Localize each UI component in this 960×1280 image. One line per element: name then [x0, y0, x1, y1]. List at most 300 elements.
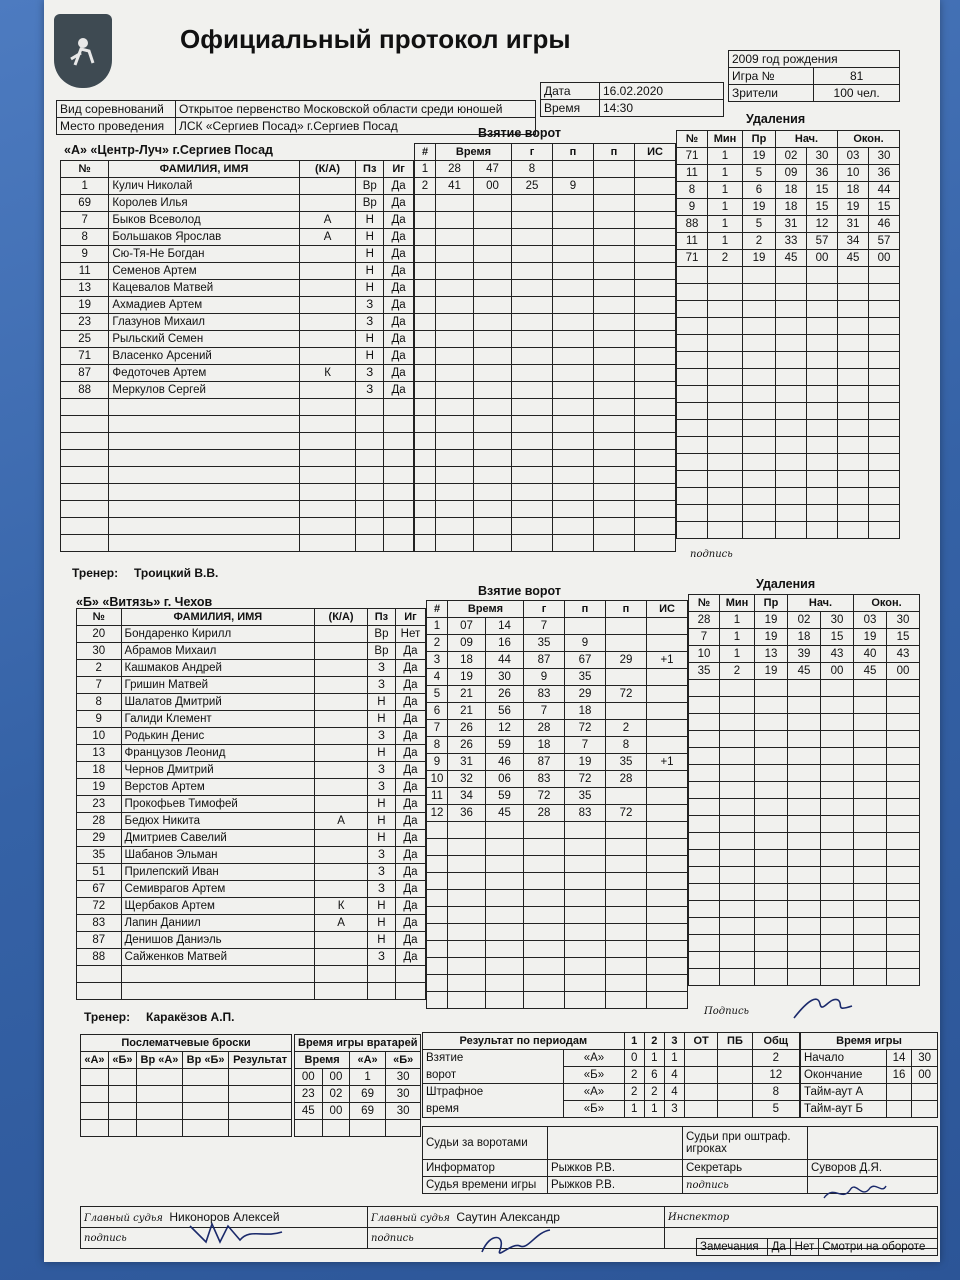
so-col-vrb: Вр «Б»	[183, 1052, 229, 1069]
empty-row	[415, 365, 676, 382]
goal-is	[647, 618, 688, 635]
player-row	[77, 830, 426, 847]
goal-row	[427, 788, 688, 805]
remarks-no[interactable]: Нет	[790, 1239, 819, 1256]
goal-mm: 34	[448, 788, 486, 805]
empty-row	[427, 924, 688, 941]
penalty-row	[689, 646, 920, 663]
empty-row	[689, 697, 920, 714]
player-ka	[299, 382, 356, 399]
player-pos: З	[367, 660, 395, 677]
player-ka	[299, 178, 356, 195]
pen-pr: 5	[743, 165, 776, 182]
spectators: 100 чел.	[814, 85, 900, 102]
row-team: «Б»	[564, 1101, 624, 1118]
player-ka	[299, 297, 356, 314]
goal-ss: 46	[486, 754, 524, 771]
gk-ss: 02	[322, 1086, 350, 1103]
pen-pr: 19	[755, 612, 788, 629]
goal-mm: 26	[448, 720, 486, 737]
pen-es: 30	[887, 612, 920, 629]
empty-row	[689, 850, 920, 867]
player-name: Большаков Ярослав	[109, 229, 299, 246]
empty-row	[689, 884, 920, 901]
player-row	[61, 263, 414, 280]
player-name: Власенко Арсений	[109, 348, 299, 365]
player-ka	[299, 331, 356, 348]
goal-n: 6	[427, 703, 448, 720]
cell: 0	[624, 1050, 644, 1067]
player-pos: Н	[367, 711, 395, 728]
competition-header	[56, 100, 536, 135]
player-row	[77, 898, 426, 915]
empty-row	[61, 450, 414, 467]
player-row	[77, 796, 426, 813]
pen-sm: 09	[776, 165, 807, 182]
so-col-a: «А»	[81, 1052, 109, 1069]
penalty-row	[677, 250, 900, 267]
goal-g: 28	[524, 720, 565, 737]
team-b-signature-label: Подпись	[704, 1006, 750, 1017]
player-pos: Н	[367, 830, 395, 847]
empty-row	[61, 433, 414, 450]
remarks-yes[interactable]: Да	[767, 1239, 790, 1256]
time-value: 14:30	[600, 100, 724, 117]
player-row	[77, 813, 426, 830]
player-play: Да	[384, 212, 414, 229]
player-name: Кашмаков Андрей	[121, 660, 315, 677]
start-mm: 30	[912, 1050, 938, 1067]
goal-p2: 72	[606, 686, 647, 703]
pen-ss: 30	[807, 148, 838, 165]
goal-mm: 28	[436, 161, 474, 178]
cell: 12	[752, 1067, 799, 1084]
player-no: 51	[77, 864, 122, 881]
player-row	[61, 229, 414, 246]
player-pos: Н	[356, 263, 384, 280]
empty-row	[427, 856, 688, 873]
player-name: Чернов Дмитрий	[121, 762, 315, 779]
player-pos: Н	[356, 212, 384, 229]
goal-p2	[594, 178, 635, 195]
period-col-total: Общ	[752, 1033, 799, 1050]
pen-es: 15	[869, 199, 900, 216]
period-col-3: 3	[664, 1033, 684, 1050]
goal-is	[635, 161, 676, 178]
cell: 1	[624, 1101, 644, 1118]
empty-row	[689, 714, 920, 731]
pen-sm: 02	[776, 148, 807, 165]
goal-p1	[565, 618, 606, 635]
goal-n: 1	[415, 161, 436, 178]
empty-row	[689, 935, 920, 952]
penalty-row	[677, 199, 900, 216]
end-mm: 00	[912, 1067, 938, 1084]
player-name: Глазунов Михаил	[109, 314, 299, 331]
goal-g: 9	[524, 669, 565, 686]
goal-ss: 47	[474, 161, 512, 178]
goal-row	[427, 720, 688, 737]
player-ka	[315, 949, 368, 966]
cell: 4	[664, 1084, 684, 1101]
cell	[718, 1101, 752, 1118]
player-name: Прокофьев Тимофей	[121, 796, 315, 813]
empty-row	[415, 501, 676, 518]
remarks-table	[696, 1238, 938, 1256]
venue-label: Место проведения	[57, 118, 176, 135]
goal-g: 25	[512, 178, 553, 195]
goal-is	[647, 703, 688, 720]
player-name: Абрамов Михаил	[121, 643, 315, 660]
goal-p2: 28	[606, 771, 647, 788]
player-no: 11	[61, 263, 109, 280]
date-label: Дата	[541, 83, 600, 100]
gk-mm: 00	[295, 1069, 323, 1086]
player-no: 28	[77, 813, 122, 830]
cell: 1	[664, 1050, 684, 1067]
empty-row	[415, 399, 676, 416]
player-name: Меркулов Сергей	[109, 382, 299, 399]
col-name: ФАМИЛИЯ, ИМЯ	[109, 161, 299, 178]
player-row	[77, 949, 426, 966]
empty-row	[689, 901, 920, 918]
goal-p1: 72	[565, 771, 606, 788]
player-ka	[315, 830, 368, 847]
team-a-label: «А» «Центр-Луч» г.Сергиев Посад	[64, 143, 273, 157]
empty-row	[677, 369, 900, 386]
goal-mm: 19	[448, 669, 486, 686]
player-row	[77, 711, 426, 728]
goal-p1: 35	[565, 669, 606, 686]
player-row	[77, 847, 426, 864]
player-name: Прилепский Иван	[121, 864, 315, 881]
goal-g: 7	[524, 703, 565, 720]
goal-row	[427, 805, 688, 822]
player-name: Кулич Николай	[109, 178, 299, 195]
cell: 2	[752, 1050, 799, 1067]
player-play: Да	[384, 229, 414, 246]
player-no: 83	[77, 915, 122, 932]
team-b-signature	[790, 990, 860, 1026]
empty-row	[415, 263, 676, 280]
player-no: 23	[61, 314, 109, 331]
inspector-label: Инспектор	[668, 1212, 730, 1223]
player-no: 35	[77, 847, 122, 864]
cell: 4	[664, 1067, 684, 1084]
goal-p1: 67	[565, 652, 606, 669]
goal-mm: 36	[448, 805, 486, 822]
pen-min: 2	[720, 663, 755, 680]
goal-ss: 59	[486, 737, 524, 754]
goal-p2: 2	[606, 720, 647, 737]
cell	[718, 1067, 752, 1084]
player-no: 7	[77, 677, 122, 694]
player-row	[61, 297, 414, 314]
pen-em: 03	[838, 148, 869, 165]
player-no: 18	[77, 762, 122, 779]
player-no: 9	[77, 711, 122, 728]
player-name: Семиврагов Артем	[121, 881, 315, 898]
empty-row	[689, 731, 920, 748]
player-ka	[315, 677, 368, 694]
start-hh: 14	[886, 1050, 912, 1067]
player-ka	[315, 779, 368, 796]
player-play: Да	[395, 762, 425, 779]
team-a-signature-label: подпись	[690, 549, 733, 560]
empty-row	[415, 535, 676, 552]
player-ka	[299, 280, 356, 297]
player-row	[77, 677, 426, 694]
empty-row	[415, 433, 676, 450]
player-no: 10	[77, 728, 122, 745]
empty-row	[677, 267, 900, 284]
pen-es: 46	[869, 216, 900, 233]
player-name: Родькин Денис	[121, 728, 315, 745]
col-p1: п	[553, 144, 594, 161]
team-b-penalties	[688, 594, 920, 986]
team-a-penalties	[676, 130, 900, 539]
pen-pr: 19	[743, 199, 776, 216]
period-col-ot: ОТ	[684, 1033, 717, 1050]
player-pos: Н	[367, 898, 395, 915]
player-pos: З	[367, 677, 395, 694]
empty-row	[415, 246, 676, 263]
player-play: Да	[395, 830, 425, 847]
player-play: Да	[395, 643, 425, 660]
empty-row	[427, 958, 688, 975]
player-pos: Н	[356, 246, 384, 263]
player-pos: Н	[356, 348, 384, 365]
gk-row	[295, 1086, 421, 1103]
time-label: Время	[541, 100, 600, 117]
goal-p2	[606, 669, 647, 686]
pen-em: 18	[838, 182, 869, 199]
cell: 8	[752, 1084, 799, 1101]
pen-no: 7	[689, 629, 720, 646]
player-pos: З	[367, 847, 395, 864]
goal-mm: 09	[448, 635, 486, 652]
goal-n: 1	[427, 618, 448, 635]
player-play: Да	[384, 331, 414, 348]
col-pos: Пз	[367, 609, 395, 626]
col-no: №	[77, 609, 122, 626]
goal-n: 2	[415, 178, 436, 195]
pen-sm: 39	[788, 646, 821, 663]
penalty-row	[677, 233, 900, 250]
pen-pr: 6	[743, 182, 776, 199]
empty-row	[427, 907, 688, 924]
empty-row	[427, 975, 688, 992]
so-col-res: Результат	[229, 1052, 292, 1069]
pen-es: 00	[869, 250, 900, 267]
goal-mm: 31	[448, 754, 486, 771]
head-ref-2: Саутин Александр	[456, 1210, 560, 1224]
player-no: 9	[61, 246, 109, 263]
goal-p1: 72	[565, 720, 606, 737]
player-play: Да	[395, 694, 425, 711]
pen-em: 10	[838, 165, 869, 182]
team-b-goals-title: Взятие ворот	[478, 584, 562, 598]
player-no: 87	[77, 932, 122, 949]
goal-is	[647, 720, 688, 737]
gk-col-time: Время	[295, 1052, 350, 1069]
pen-ss: 36	[807, 165, 838, 182]
player-play: Да	[395, 932, 425, 949]
empty-row	[427, 941, 688, 958]
player-play: Да	[384, 263, 414, 280]
goal-p1	[553, 161, 594, 178]
periods-title: Результат по периодам	[423, 1033, 625, 1050]
penalty-judges-label: Судьи при оштраф. игроках	[683, 1127, 808, 1160]
player-row	[61, 195, 414, 212]
player-name: Сайженков Матвей	[121, 949, 315, 966]
game-no: 81	[814, 68, 900, 85]
team-a-pen-title: Удаления	[746, 112, 806, 126]
pen-sm: 18	[776, 182, 807, 199]
goal-g: 83	[524, 686, 565, 703]
period-col-1: 1	[624, 1033, 644, 1050]
empty-row	[689, 765, 920, 782]
player-name: Сю-Тя-Не Богдан	[109, 246, 299, 263]
team-b-coach: Каракёзов А.П.	[146, 1010, 235, 1024]
goal-is: +1	[647, 754, 688, 771]
col-p1: п	[565, 601, 606, 618]
player-play: Да	[384, 365, 414, 382]
head-ref-2-signature	[476, 1222, 566, 1262]
row-team: «А»	[564, 1050, 624, 1067]
col-p2: п	[606, 601, 647, 618]
player-no: 23	[77, 796, 122, 813]
goal-is: +1	[647, 652, 688, 669]
cell	[684, 1101, 717, 1118]
pen-no: 9	[677, 199, 708, 216]
cell: 5	[752, 1101, 799, 1118]
goal-p1: 19	[565, 754, 606, 771]
empty-row	[677, 352, 900, 369]
pen-min: 1	[708, 233, 743, 250]
timeout-a-label: Тайм-аут А	[801, 1084, 887, 1101]
pen-sm: 02	[788, 612, 821, 629]
pen-sm: 31	[776, 216, 807, 233]
pen-ss: 15	[807, 182, 838, 199]
team-a-goals-title: Взятие ворот	[478, 126, 562, 140]
goal-n: 9	[427, 754, 448, 771]
goal-is	[647, 635, 688, 652]
col-pr: Пр	[755, 595, 788, 612]
player-play: Да	[384, 280, 414, 297]
pen-pr: 19	[743, 250, 776, 267]
player-ka	[299, 348, 356, 365]
empty-row	[415, 450, 676, 467]
player-pos: Вр	[367, 626, 395, 643]
informer-label: Информатор	[423, 1160, 548, 1177]
pen-em: 34	[838, 233, 869, 250]
goal-g: 8	[512, 161, 553, 178]
col-is: ИС	[647, 601, 688, 618]
goal-p2	[606, 635, 647, 652]
pen-pr: 2	[743, 233, 776, 250]
player-pos: Н	[367, 932, 395, 949]
team-b-roster	[76, 608, 426, 1000]
player-pos: Н	[356, 229, 384, 246]
player-ka: К	[299, 365, 356, 382]
pen-em: 45	[838, 250, 869, 267]
pen-em: 19	[854, 629, 887, 646]
player-no: 29	[77, 830, 122, 847]
player-no: 19	[77, 779, 122, 796]
player-name: Французов Леонид	[121, 745, 315, 762]
empty-row	[677, 471, 900, 488]
player-play: Да	[395, 881, 425, 898]
goal-judges-label: Судьи за воротами	[423, 1127, 548, 1160]
player-play: Да	[395, 677, 425, 694]
goal-is	[647, 737, 688, 754]
player-row	[77, 881, 426, 898]
start-label: Начало	[801, 1050, 887, 1067]
goal-ss: 26	[486, 686, 524, 703]
pen-em: 40	[854, 646, 887, 663]
empty-row	[677, 454, 900, 471]
pen-es: 36	[869, 165, 900, 182]
goal-g: 18	[524, 737, 565, 754]
player-row	[77, 745, 426, 762]
pen-ss: 12	[807, 216, 838, 233]
player-play: Да	[395, 711, 425, 728]
gk-b: 30	[385, 1086, 421, 1103]
empty-row	[677, 335, 900, 352]
goal-n: 2	[427, 635, 448, 652]
player-row	[61, 246, 414, 263]
empty-row	[427, 890, 688, 907]
team-a-roster	[60, 160, 414, 552]
shootout-table	[80, 1034, 292, 1137]
pen-es: 57	[869, 233, 900, 250]
pen-pr: 19	[755, 663, 788, 680]
player-no: 20	[77, 626, 122, 643]
shootout-title: Послематчевые броски	[81, 1035, 292, 1052]
empty-row	[677, 505, 900, 522]
penalty-row	[677, 216, 900, 233]
player-play: Да	[395, 847, 425, 864]
goal-row	[427, 754, 688, 771]
goal-n: 3	[427, 652, 448, 669]
player-no: 72	[77, 898, 122, 915]
goal-row	[427, 686, 688, 703]
cell: 1	[644, 1101, 664, 1118]
goal-p2: 29	[606, 652, 647, 669]
pen-ss: 15	[821, 629, 854, 646]
gk-b: 30	[385, 1103, 421, 1120]
empty-row	[415, 229, 676, 246]
player-name: Шабанов Эльман	[121, 847, 315, 864]
goal-mm: 18	[448, 652, 486, 669]
goal-g: 83	[524, 771, 565, 788]
game-time-table	[800, 1032, 938, 1118]
player-ka	[315, 762, 368, 779]
see-back-label: Смотри на обороте	[819, 1239, 938, 1256]
cell	[684, 1050, 717, 1067]
goal-p2	[594, 161, 635, 178]
timeout-b-label: Тайм-аут Б	[801, 1101, 887, 1118]
goal-row	[427, 635, 688, 652]
col-p2: п	[594, 144, 635, 161]
empty-row	[415, 467, 676, 484]
player-row	[77, 660, 426, 677]
team-b-pen-title: Удаления	[756, 577, 816, 591]
goal-ss: 12	[486, 720, 524, 737]
player-ka	[315, 711, 368, 728]
col-pmin: Мин	[720, 595, 755, 612]
